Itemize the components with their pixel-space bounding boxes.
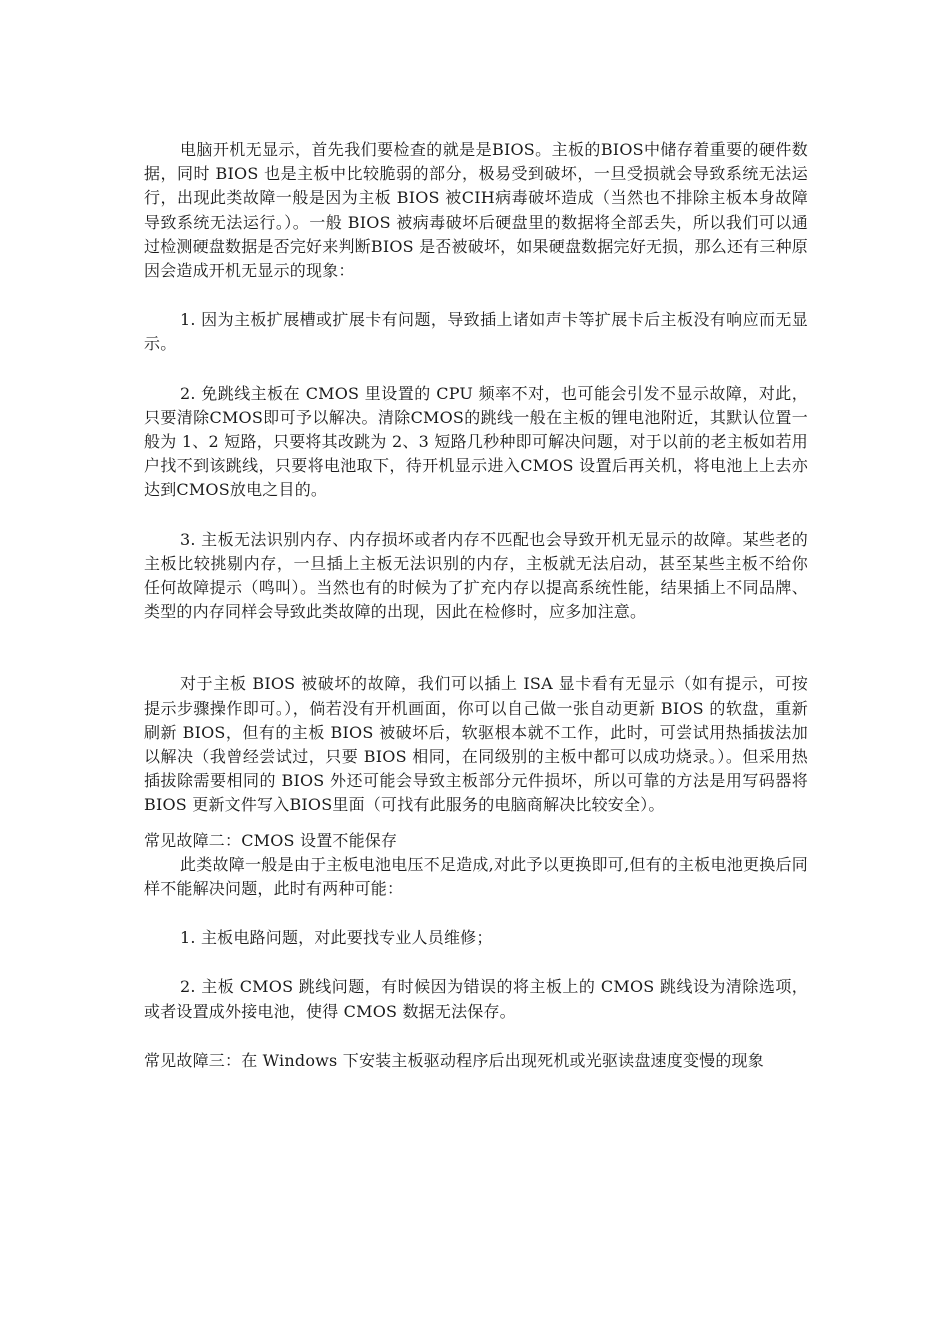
paragraph-spacer	[144, 624, 808, 672]
cause-item-2: 2. 免跳线主板在 CMOS 里设置的 CPU 频率不对，也可能会引发不显示故障，对此，只要清除CMOS即可予以解决。清除CMOS的跳线一般在主板的锂电池附近，其默认位置一般为 1、2 短路，只要将其改跳为 2、3 短路几秒种即可解决问题，对于以前的老主板如若用户找不到该跳线，只要将电池取下，待开机显示进入CMOS 设置后再关机，将电池上上去亦达到CMOS放电之目的。	[144, 383, 808, 500]
fault-2-item-1: 1. 主板电路问题，对此要找专业人员维修；	[180, 928, 493, 948]
cause-item-3: 3. 主板无法识别内存、内存损坏或者内存不匹配也会导致开机无显示的故障。某些老的主板比较挑剔内存，一旦插上主板无法识别的内存，主板就无法启动，甚至某些主板不给你任何故障提示（鸣叫）。当然也有的时候为了扩充内存以提高系统性能，结果插上不同品牌、类型的内存同样会导致此类故障的出现，因此在检修时，应多加注意。	[144, 529, 808, 622]
paragraph-spacer	[144, 1024, 808, 1049]
section-heading-fault-3: 常见故障三：在 Windows 下安装主板驱动程序后出现死机或光驱读盘速度变慢的现象	[144, 1050, 764, 1070]
paragraph-spacer	[144, 901, 808, 926]
document-body	[144, 138, 808, 1073]
paragraph-spacer	[144, 818, 808, 829]
paragraph-spacer	[144, 283, 808, 308]
section-heading-fault-2: 常见故障二：CMOS 设置不能保存	[144, 830, 398, 850]
paragraph-spacer	[144, 950, 808, 975]
fault-2-item-2: 2. 主板 CMOS 跳线问题，有时候因为错误的将主板上的 CMOS 跳线设为清除选项，或者设置成外接电池，使得 CMOS 数据无法保存。	[144, 977, 808, 1021]
bios-repair-paragraph: 对于主板 BIOS 被破坏的故障，我们可以插上 ISA 显卡看有无显示（如有提示，可按提示步骤操作即可。），倘若没有开机画面，你可以自己做一张自动更新 BIOS 的软盘，重新刷新 BIOS，但有的主板 BIOS 被破坏后，软驱根本就不工作，此时，可尝试用热插拔法加以解决（我曾经尝试过，只要 BIOS 相同，在同级别的主板中都可以成功烧录。）。但采用热插拔除需要相同的 BIOS 外还可能会导致主板部分元件损坏，所以可靠的方法是用写码器将 BIOS 更新文件写入BIOS里面（可找有此服务的电脑商解决比较安全）。	[144, 674, 808, 815]
paragraph-spacer	[144, 503, 808, 528]
paragraph-spacer	[144, 357, 808, 382]
intro-paragraph: 电脑开机无显示，首先我们要检查的就是是BIOS。主板的BIOS中储存着重要的硬件数据，同时 BIOS 也是主板中比较脆弱的部分，极易受到破坏，一旦受损就会导致系统无法运行，出现此类故障一般是因为主板 BIOS 被CIH病毒破坏造成（当然也不排除主板本身故障导致系统无法运行。）。一般 BIOS 被病毒破坏后硬盘里的数据将全部丢失，所以我们可以通过检测硬盘数据是否完好来判断BIOS 是否被破坏，如果硬盘数据完好无损，那么还有三种原因会造成开机无显示的现象：	[144, 140, 808, 281]
fault-2-paragraph: 此类故障一般是由于主板电池电压不足造成,对此予以更换即可,但有的主板电池更换后同样不能解决问题，此时有两种可能：	[144, 854, 808, 899]
cause-item-1: 1. 因为主板扩展槽或扩展卡有问题，导致插上诸如声卡等扩展卡后主板没有响应而无显示。	[144, 310, 808, 354]
